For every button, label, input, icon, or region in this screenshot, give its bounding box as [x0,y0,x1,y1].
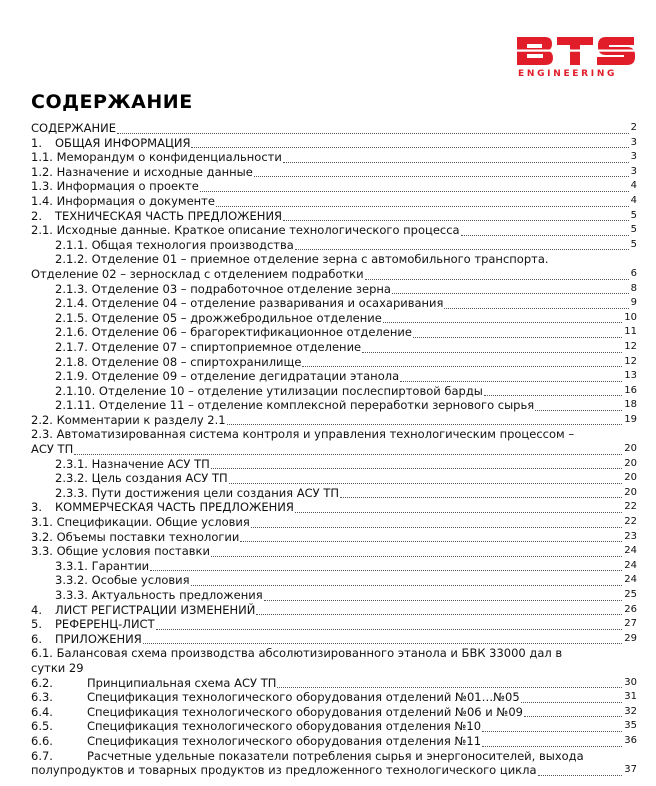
toc-entry-number: 5. [31,617,42,632]
toc-page-number: 36 [624,734,637,746]
toc-entry-title: 5. РЕФЕРЕНЦ-ЛИСТ [31,617,155,632]
bts-logo [515,34,637,80]
toc-entry-title: 3. КОММЕРЧЕСКАЯ ЧАСТЬ ПРЕДЛОЖЕНИЯ [31,500,294,515]
toc-leader-dots [150,560,622,571]
toc-entry-title: 2.1.10. Отделение 10 – отделение утилизации послеспиртовой барды [55,383,483,398]
toc-leader-dots [521,692,623,703]
toc-leader-dots [413,327,622,338]
toc-page-number: 25 [624,589,637,600]
toc-entry-title: 2.3. Автоматизированная система контроля и управления технологическим процессом – [31,427,575,442]
toc-entry-number: 1. [31,135,42,150]
toc-entry[interactable] [31,588,637,603]
toc-entry-title: СОДЕРЖАНИЕ [31,121,117,135]
toc-leader-dots [365,269,629,280]
toc-leader-dots [383,312,622,323]
toc-page-number: 29 [624,632,637,644]
toc-entry-title: 6. ПРИЛОЖЕНИЯ [31,631,142,646]
logo-subtitle: ENGINEERING [518,69,618,79]
toc-entry[interactable] [31,690,637,705]
toc-entry-title: 2.1.6. Отделение 06 – брагоректификационное отделение [55,325,412,340]
toc-entry-title: 6.5. Спецификация технологического оборудования отделения №10 [31,719,482,734]
toc-entry[interactable] [31,384,637,399]
toc-page-number: 9 [630,297,637,309]
toc-leader-dots [295,502,622,513]
toc-page-number: 24 [624,574,637,586]
bts-logo-mark [515,34,637,68]
toc-entry-title: 2.1.11. Отделение 11 – отделение комплексной переработки зернового сырья [55,398,535,413]
toc-page-number: 35 [624,720,637,732]
toc-entry-number: 3. [31,500,42,515]
toc-entry[interactable] [31,136,637,151]
toc-page-number: 23 [624,530,637,542]
toc-entry[interactable] [31,486,637,501]
toc-leader-dots [277,677,622,688]
toc-page-number: 32 [624,705,637,717]
toc-entry[interactable] [31,719,637,734]
toc-page-number: 12 [624,355,637,367]
toc-entry[interactable] [31,617,637,632]
toc-entry[interactable] [31,471,637,486]
toc-entry-title: 3.3.3. Актуальность предложения [55,588,263,602]
toc-entry-title: 3.3.1. Гарантии [55,558,150,573]
toc-entry[interactable] [31,705,637,720]
toc-leader-dots [264,590,623,601]
toc-entry-number: 6.2. [31,675,53,690]
toc-entry-title: 2. ТЕХНИЧЕСКАЯ ЧАСТЬ ПРЕДЛОЖЕНИЯ [31,208,283,223]
toc-page-number: 20 [624,457,637,469]
toc-leader-dots [482,721,622,732]
toc-page-number: 3 [630,151,637,163]
toc-page-number: 11 [624,326,637,338]
toc-leader-dots [484,385,622,396]
toc-leader-dots [302,356,622,367]
table-of-contents [31,121,637,778]
toc-entry-title: 3.1. Спецификации. Общие условия [31,515,250,530]
toc-leader-dots [200,181,629,192]
toc-entry[interactable] [31,282,637,297]
toc-leader-dots [256,604,622,615]
toc-entry[interactable] [31,252,637,267]
toc-entry-title: 1.1. Меморандум о конфиденциальности [31,150,282,165]
toc-leader-dots [74,444,622,455]
toc-entry-title: 3.3. Общие условия поставки [31,544,210,559]
toc-entry-number: 6.5. [31,719,53,734]
toc-entry[interactable] [31,209,637,224]
toc-entry-number: 4. [31,602,42,617]
toc-entry-title: полупродуктов и товарных продуктов из предложенного технологического цикла [31,763,537,778]
toc-page-number: 3 [630,165,637,177]
toc-page-number: 18 [624,399,637,411]
toc-page-number: 20 [624,472,637,484]
toc-entry[interactable] [31,165,637,180]
toc-entry-number: 6.4. [31,704,53,719]
toc-entry[interactable] [31,427,637,442]
toc-page-number: 10 [624,311,637,323]
toc-entry[interactable] [31,734,637,749]
toc-page-number: 5 [630,209,637,221]
toc-entry[interactable] [31,121,637,136]
toc-leader-dots [295,239,629,250]
toc-page-number: 19 [624,413,637,425]
toc-entry[interactable] [31,267,637,282]
toc-entry-title: 6.6. Спецификация технологического оборудования отделения №11 [31,733,482,748]
toc-page-number: 37 [624,764,637,776]
toc-page-number: 5 [630,238,637,250]
toc-page-number: 3 [630,136,637,148]
toc-page-number: 30 [624,676,637,688]
toc-entry-title: 1. ОБЩАЯ ИНФОРМАЦИЯ [31,135,191,150]
toc-entry-title: АСУ ТП [31,442,74,457]
toc-entry-title: 2.1.7. Отделение 07 – спиртоприемное отделение [55,339,362,354]
toc-leader-dots [211,546,622,557]
toc-entry[interactable] [31,398,637,413]
toc-entry-title: 3.3.2. Особые условия [55,573,190,588]
toc-entry[interactable] [31,296,637,311]
toc-entry-title: 6.4. Спецификация технологического оборудования отделений №06 и №09 [31,704,523,719]
toc-leader-dots [216,196,629,207]
toc-leader-dots [340,487,622,498]
toc-entry[interactable] [31,442,637,457]
toc-entry[interactable] [31,355,637,370]
toc-page-number: 6 [630,267,637,279]
toc-entry[interactable] [31,179,637,194]
toc-page-number: 16 [624,384,637,396]
toc-entry-title: 1.2. Назначение и исходные данные [31,164,253,179]
toc-leader-dots [444,298,628,309]
page-title: СОДЕРЖАНИЕ [31,91,193,113]
toc-entry[interactable] [31,369,637,384]
toc-entry-title: Расчетные удельные показатели потребления сырья и энергоносителей, выхода [87,748,584,763]
toc-entry[interactable] [31,413,637,428]
toc-entry[interactable] [31,544,637,559]
toc-leader-dots [211,458,622,469]
toc-leader-dots [461,225,629,236]
toc-leader-dots [535,400,622,411]
toc-entry[interactable] [31,150,637,165]
toc-leader-dots [156,619,623,630]
toc-leader-dots [254,166,629,177]
toc-page-number: 4 [630,180,637,192]
toc-entry-number: 6.7. [31,748,53,763]
toc-entry[interactable] [31,340,637,355]
toc-leader-dots [362,342,622,353]
toc-entry[interactable] [31,325,637,340]
toc-page-number: 24 [624,559,637,571]
toc-page-number: 22 [624,516,637,528]
toc-entry-title: 1.3. Информация о проекте [31,179,199,194]
toc-page-number: 13 [624,370,637,382]
toc-entry[interactable] [31,530,637,545]
toc-entry[interactable] [31,661,637,676]
toc-page-number: 20 [624,486,637,498]
toc-entry-title: 6.2. Принципиальная схема АСУ ТП [31,675,277,690]
toc-leader-dots [229,473,623,484]
toc-entry-title: 2.2. Комментарии к разделу 2.1 [31,412,226,427]
toc-entry[interactable] [31,238,637,253]
toc-entry[interactable] [31,311,637,326]
toc-entry-title: 3.2. Объемы поставки технологии [31,529,240,544]
toc-page-number: 24 [624,545,637,557]
toc-page-number: 26 [624,603,637,615]
toc-entry-title: 6.1. Балансовая схема производства абсолютизированного этанола и БВК 33000 дал в [31,646,563,661]
toc-page-number: 5 [630,224,637,236]
toc-entry-title: 2.1.8. Отделение 08 – спиртохранилище [55,354,302,369]
toc-leader-dots [400,371,622,382]
toc-leader-dots [191,575,623,586]
toc-leader-dots [283,152,629,163]
toc-entry-title: 2.1.4. Отделение 04 – отделение разваривания и осахаривания [55,296,444,311]
toc-leader-dots [524,706,622,717]
toc-entry-title: 2.1. Исходные данные. Краткое описание технологического процесса [31,223,460,238]
toc-entry-title: 2.3.2. Цель создания АСУ ТП [55,471,228,486]
toc-page-number: 4 [630,194,637,206]
toc-leader-dots [227,414,623,425]
toc-page-number: 22 [624,501,637,513]
toc-entry-title: 2.1.2. Отделение 01 – приемное отделение зерна с автомобильного транспорта. [55,252,549,267]
toc-entry-title: 6.3. Спецификация технологического оборудования отделений №01…№05 [31,690,520,705]
toc-entry[interactable] [31,559,637,574]
toc-entry[interactable] [31,749,637,764]
toc-page-number: 20 [624,443,637,455]
toc-page-number: 8 [630,282,637,294]
toc-entry[interactable] [31,500,637,515]
toc-page-number: 27 [624,618,637,630]
toc-entry-title: 2.3.1. Назначение АСУ ТП [55,456,210,471]
toc-entry[interactable] [31,763,637,778]
toc-entry-title: 2.3.3. Пути достижения цели создания АСУ ТП [55,485,339,500]
toc-leader-dots [392,283,629,294]
toc-entry-title: 2.1.1. Общая технология производства [55,237,294,252]
toc-page-number: 2 [630,122,637,133]
toc-entry[interactable] [31,573,637,588]
toc-page-number: 12 [624,340,637,352]
toc-entry[interactable] [31,632,637,647]
toc-leader-dots [251,517,622,528]
toc-leader-dots [143,633,622,644]
toc-leader-dots [482,736,622,747]
toc-entry-number: 6. [31,631,42,646]
toc-entry-number: 2. [31,208,42,223]
toc-leader-dots [117,123,629,134]
toc-entry-title: 1.4. Информация о документе [31,193,215,208]
toc-entry-number: 6.6. [31,733,53,748]
toc-entry-title: сутки 29 [31,660,84,675]
toc-leader-dots [240,531,622,542]
toc-entry-title: 2.1.9. Отделение 09 – отделение дегидратации этанола [55,369,400,384]
toc-entry[interactable] [31,223,637,238]
toc-entry-number: 6.3. [31,690,53,705]
toc-entry-title: 2.1.3. Отделение 03 – подработочное отделение зерна [55,281,391,296]
toc-entry-title: 2.1.5. Отделение 05 – дрожжебродильное отделение [55,310,382,325]
toc-entry[interactable] [31,646,637,661]
toc-entry[interactable] [31,457,637,472]
toc-entry-title: Отделение 02 – зерносклад с отделением подработки [31,266,364,281]
toc-leader-dots [538,765,623,776]
toc-entry[interactable] [31,194,637,209]
toc-entry[interactable] [31,603,637,618]
toc-page-number: 31 [624,691,637,703]
toc-entry[interactable] [31,676,637,691]
toc-leader-dots [283,210,629,221]
toc-entry[interactable] [31,515,637,530]
toc-leader-dots [191,137,628,148]
toc-entry-title: 4. ЛИСТ РЕГИСТРАЦИИ ИЗМЕНЕНИЙ [31,602,256,617]
